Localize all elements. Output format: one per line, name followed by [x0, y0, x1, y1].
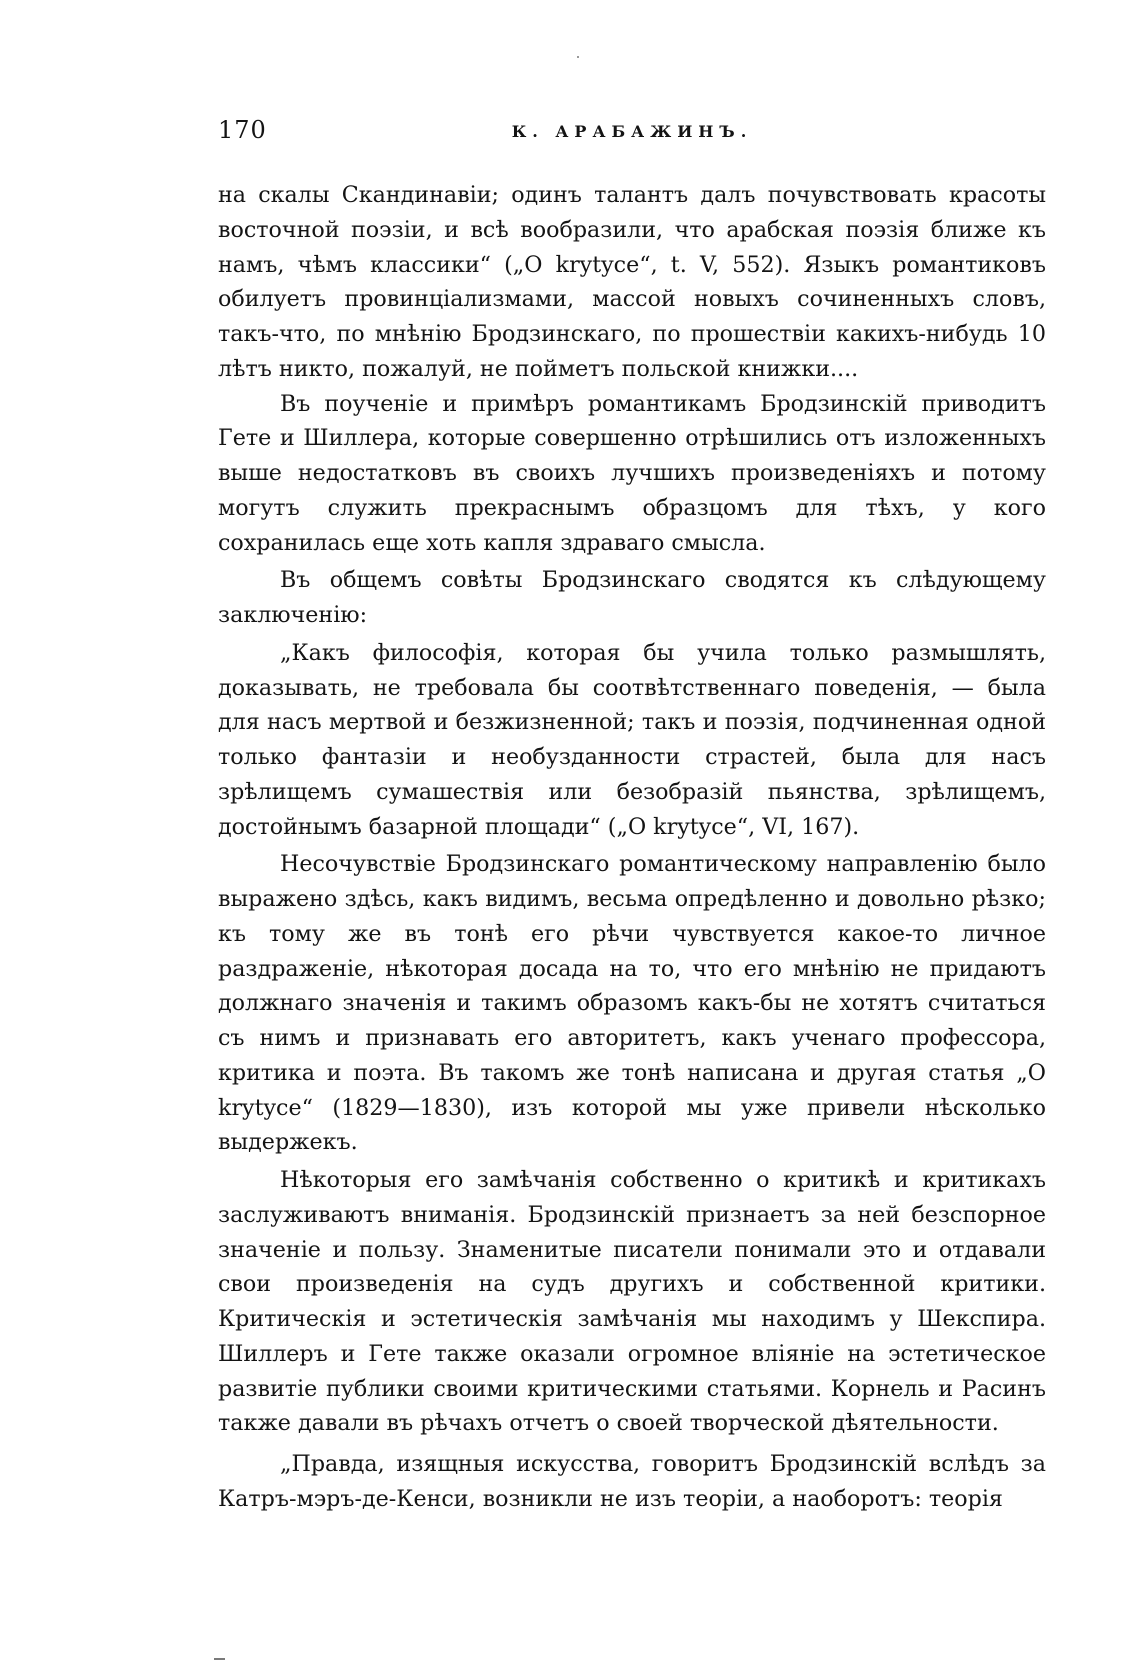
page-header	[218, 116, 1046, 156]
paragraph-continued: на скалы Скандинавіи; одинъ талантъ далъ почувствовать красоты восточной поэзіи, и всѣ вообразили, что арабская поэзія ближе къ намъ, чѣмъ классики“ („O krytyce“, t. V, 552). Языкъ романтиковъ обилуетъ провинціализмами, массой новыхъ сочиненныхъ словъ, такъ-что, по мнѣнію Бродзинскаго, по прошествіи какихъ-нибудь 10 лѣтъ никто, пожалуй, не пойметъ польской книжки....	[218, 182, 1046, 382]
paragraph: Въ поученіе и примѣръ романтикамъ Бродзинскій приводитъ Гете и Шиллера, которые совершенно отрѣшились отъ изложенныхъ выше недостатковъ въ своихъ лучшихъ произведеніяхъ и потому могутъ служить прекраснымъ образцомъ для тѣхъ, у кого сохранилась еще хоть капля здраваго смысла.	[218, 390, 1046, 556]
scan-mark	[214, 1658, 225, 1660]
paragraph-continues: „Правда, изящныя искусства, говоритъ Бродзинскій вслѣдъ за Катръ-мэръ-де-Кенси, возникли не изъ теоріи, а наоборотъ: теорія	[218, 1451, 1046, 1512]
paragraph: Нѣкоторыя его замѣчанія собственно о критикѣ и критикахъ заслуживаютъ вниманія. Бродзинскій признаетъ за ней безспорное значеніе и пользу. Знаменитые писатели понимали это и отдавали свои произведенія на судъ другихъ и собственной критики. Критическія и эстетическія замѣчанія мы находимъ у Шекспира. Шиллеръ и Гете также оказали огромное вліяніе на эстетическое развитіе публики своими критическими статьями. Корнель и Расинъ также давали въ рѣчахъ отчетъ о своей творческой дѣятельности.	[218, 1167, 1046, 1437]
paragraph: Несочувствіе Бродзинскаго романтическому направленію было выражено здѣсь, какъ видимъ, весьма опредѣленно и довольно рѣзко; къ тому же въ тонѣ его рѣчи чувствуется какое-то личное раздраженіе, нѣкоторая досада на то, что его мнѣнію не придаютъ должнаго значенія и такимъ образомъ какъ-бы не хотятъ считаться съ нимъ и признавать его авторитетъ, какъ ученаго профессора, критика и поэта. Въ такомъ же тонѣ написана и другая статья „O krytyce“ (1829—1830), изъ которой мы уже привели нѣсколько выдержекъ.	[218, 851, 1046, 1156]
quotation-paragraph: „Какъ философія, которая бы учила только размышлять, доказывать, не требовала бы соотвѣтственнаго поведенія, — была для насъ мертвой и безжизненной; такъ и поэзія, подчиненная одной только фантазіи и необузданности страстей, была для насъ зрѣлищемъ сумашествія или безобразій пьянства, зрѣлищемъ, достойнымъ базарной площади“ („O krytyce“, VI, 167).	[218, 639, 1046, 840]
page-number: 170	[218, 116, 267, 144]
running-head: К. АРАБАЖИНЪ.	[511, 122, 753, 141]
paragraph: Въ общемъ совѣты Бродзинскаго сводятся къ слѣдующему заключенію:	[218, 567, 1046, 628]
scan-speck	[577, 56, 579, 58]
body-text	[218, 178, 1046, 1517]
